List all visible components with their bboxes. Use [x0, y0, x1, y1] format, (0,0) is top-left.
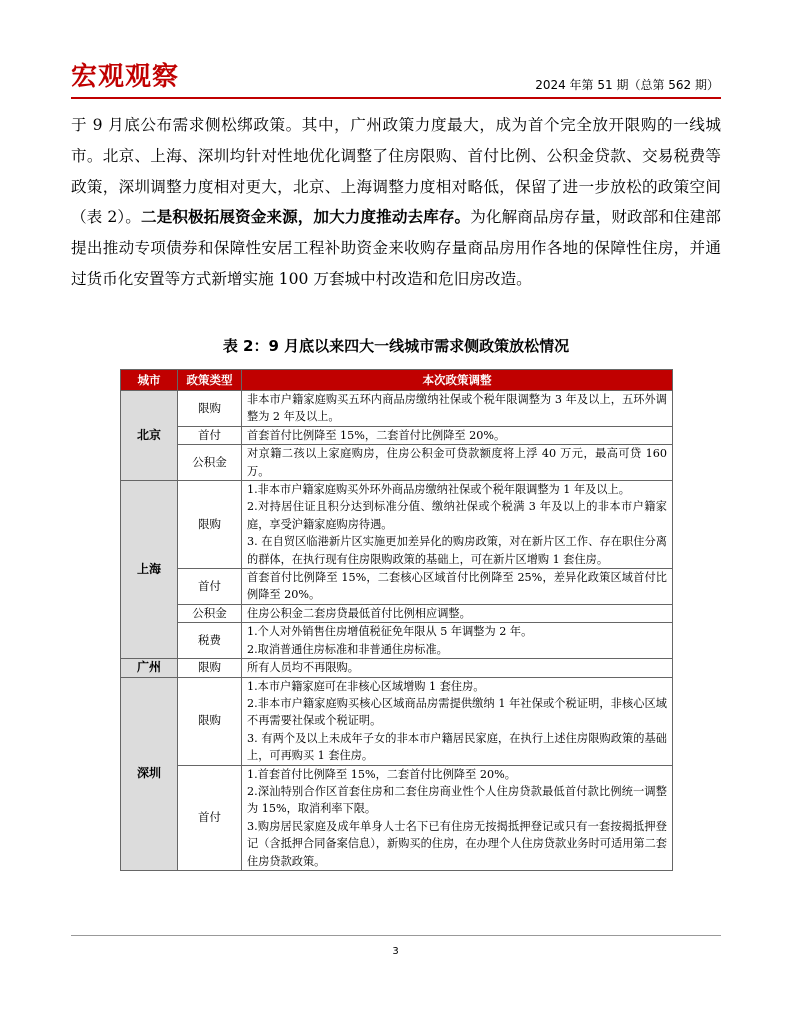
policy-detail: 对京籍二孩以上家庭购房，住房公积金可贷款额度将上浮 40 万元，最高可贷 160 万。 — [242, 445, 673, 481]
header-adjust: 本次政策调整 — [242, 370, 673, 391]
body-paragraph — [71, 110, 721, 295]
table-row — [121, 677, 673, 765]
policy-type: 限购 — [178, 677, 242, 765]
policy-item: 3. 在自贸区临港新片区实施更加差异化的购房政策，对在新片区工作、存在职住分离的群体，在执行现有住房限购政策的基础上，可在新片区增购 1 套住房。 — [247, 535, 667, 566]
policy-detail: 所有人员均不再限购。 — [242, 659, 673, 677]
table-row — [121, 659, 673, 677]
table-row — [121, 604, 673, 622]
table-row — [121, 445, 673, 481]
table-caption: 表 2：9 月底以来四大一线城市需求侧政策放松情况 — [222, 337, 570, 355]
header-divider — [71, 97, 721, 99]
issue-number: 2024 年第 51 期（总第 562 期） — [535, 78, 719, 92]
table-row — [121, 391, 673, 427]
header-title: 宏观观察 — [71, 62, 180, 92]
policy-detail — [242, 481, 673, 569]
policy-table — [120, 369, 673, 871]
policy-item: 1.非本市户籍家庭购买外环外商品房缴纳社保或个税年限调整为 1 年及以上。 — [247, 483, 630, 497]
table-header-row — [121, 370, 673, 391]
policy-detail — [242, 677, 673, 765]
table-row — [121, 481, 673, 569]
policy-item: 2.对持居住证且积分达到标准分值、缴纳社保或个税满 3 年及以上的非本市户籍家庭，享受沪籍家庭购房待遇。 — [247, 500, 667, 531]
footer-divider — [71, 935, 721, 936]
body-text-1: 于 9 月底公布需求侧松绑政策。其中，广州政策力度最大，成为首个完全放开限购的一线城市。北京、上海、深圳均针对性地优化调整了住房限购、首付比例、公积金贷款、交易税费等政策，深圳调整力度相对更大，北京、上海调整力度相对略低，保留了进一步放松的政策空间（表 2）。 — [71, 116, 721, 227]
policy-detail — [242, 765, 673, 870]
policy-type: 公积金 — [178, 604, 242, 622]
policy-detail: 首套首付比例降至 15%，二套核心区域首付比例降至 25%，差异化政策区域首付比例降至 20%。 — [242, 569, 673, 605]
policy-item: 3.购房居民家庭及成年单身人士名下已有住房无按揭抵押登记或只有一套按揭抵押登记（含抵押合同备案信息），新购买的住房，在办理个人住房贷款业务时可适用第二套住房贷款政策。 — [247, 819, 667, 868]
table-row — [121, 426, 673, 444]
table-row — [121, 569, 673, 605]
table-row — [121, 623, 673, 659]
table-row — [121, 765, 673, 870]
policy-type: 限购 — [178, 391, 242, 427]
policy-item: 2.取消普通住房标准和非普通住房标准。 — [247, 642, 448, 656]
policy-detail: 住房公积金二套房贷最低首付比例相应调整。 — [242, 604, 673, 622]
page-number: 3 — [392, 946, 399, 957]
policy-type: 首付 — [178, 765, 242, 870]
policy-type: 限购 — [178, 481, 242, 569]
city-shenzhen: 深圳 — [121, 677, 178, 870]
policy-detail: 非本市户籍家庭购买五环内商品房缴纳社保或个税年限调整为 3 年及以上，五环外调整为 2 年及以上。 — [242, 391, 673, 427]
policy-item: 2.非本市户籍家庭购买核心区域商品房需提供缴纳 1 年社保或个税证明，非核心区域不再需要社保或个税证明。 — [247, 696, 667, 728]
policy-item: 1.首套首付比例降至 15%，二套首付比例降至 20%。 — [247, 767, 516, 781]
policy-item: 2.深汕特别合作区首套住房和二套住房商业性个人住房贷款最低首付款比例统一调整为 15%，取消利率下限。 — [247, 784, 667, 816]
policy-type: 限购 — [178, 659, 242, 677]
header-type: 政策类型 — [178, 370, 242, 391]
header-city: 城市 — [121, 370, 178, 391]
policy-item: 1.个人对外销售住房增值税征免年限从 5 年调整为 2 年。 — [247, 625, 533, 639]
policy-type: 税费 — [178, 623, 242, 659]
body-text-2: 为化解商品房存量，财政部和住建部提出推动专项债券和保障性安居工程补助资金来收购存量商品房用作各地的保障性住房，并通过货币化安置等方式新增实施 100 万套城中村改造和危旧房改造。 — [71, 208, 721, 288]
policy-detail — [242, 623, 673, 659]
policy-type: 首付 — [178, 426, 242, 444]
city-beijing: 北京 — [121, 391, 178, 481]
body-text-bold: 二是积极拓展资金来源，加大力度推动去库存。 — [140, 207, 471, 227]
policy-type: 首付 — [178, 569, 242, 605]
policy-item: 1.本市户籍家庭可在非核心区域增购 1 套住房。 — [247, 679, 485, 693]
city-guangzhou: 广州 — [121, 659, 178, 677]
city-shanghai: 上海 — [121, 481, 178, 659]
policy-detail: 首套首付比例降至 15%，二套首付比例降至 20%。 — [242, 426, 673, 444]
policy-type: 公积金 — [178, 445, 242, 481]
policy-item: 3. 有两个及以上未成年子女的非本市户籍居民家庭，在执行上述住房限购政策的基础上，可再购买 1 套住房。 — [247, 731, 667, 763]
